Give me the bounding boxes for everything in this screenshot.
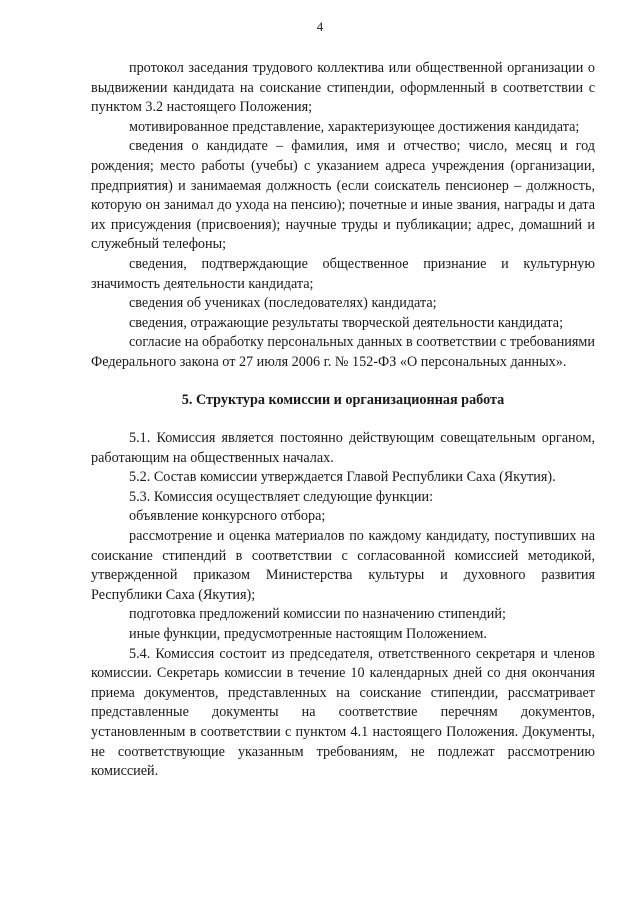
paragraph-personal-data-consent: согласие на обработку персональных данных в соответствии с требованиями Федерального закона от 27 июля 2006 г. № 152-ФЗ «О персональных данных».	[91, 334, 595, 370]
section-heading: 5. Структура комиссии и организационная работа	[181, 391, 505, 408]
paragraph-recognition: сведения, подтверждающие общественное признание и культурную значимость деятельности кандидата;	[91, 255, 595, 292]
paragraph-review: рассмотрение и оценка материалов по каждому кандидату, поступивших на соискание стипендий в соответствии с согласованной комиссией методикой, утвержденной приказом Министерства культуры и духовного развития Республики Саха (Якутия);	[91, 528, 595, 603]
paragraph-motivation: мотивированное представление, характеризующее достижения кандидата;	[129, 118, 580, 135]
paragraph-announcement: объявление конкурсного отбора;	[129, 508, 326, 525]
paragraph-proposals: подготовка предложений комиссии по назначению стипендий;	[129, 606, 506, 623]
paragraph-5-4: 5.4. Комиссия состоит из председателя, ответственного секретаря и членов комиссии. Секретарь комиссии в течение 10 календарных дней со дня окончания приема документов, представленных на соискание стипендии, рассматривает представленные документы на соответствие перечням документов, установленным в соответствии с пунктом 4.1 настоящего Положения. Документы, не соответствующие указанным требованиям, не подлежат рассмотрению комиссией.	[91, 645, 595, 780]
paragraph-students: сведения об учениках (последователях) кандидата;	[129, 295, 437, 312]
paragraph-candidate-info: сведения о кандидате – фамилия, имя и отчество; число, месяц и год рождения; место работы (учебы) с указанием адреса учреждения (организации, предприятия) и занимаемая должность (если соискатель пенсионер – должность, которую он занимал до ухода на пенсию); почетные и иные звания, награды и дата их присуждения (присвоения); научные труды и публикации; адрес, домашний и служебный телефоны;	[91, 138, 595, 253]
paragraph-5-3: 5.3. Комиссия осуществляет следующие функции:	[129, 488, 434, 505]
paragraph-creative-results: сведения, отражающие результаты творческой деятельности кандидата;	[129, 314, 564, 331]
paragraph-protocol: протокол заседания трудового коллектива или общественной организации о выдвижении кандидата на соискание стипендии, оформленный в соответствии с пунктом 3.2 настоящего Положения;	[91, 60, 595, 116]
document-body	[91, 59, 595, 782]
paragraph-other-functions: иные функции, предусмотренные настоящим Положением.	[129, 626, 487, 643]
paragraph-5-2: 5.2. Состав комиссии утверждается Главой Республики Саха (Якутия).	[129, 469, 556, 486]
page-number: 4	[316, 19, 324, 34]
paragraph-5-1: 5.1. Комиссия является постоянно действующим совещательным органом, работающим на общественных началах.	[91, 430, 595, 466]
